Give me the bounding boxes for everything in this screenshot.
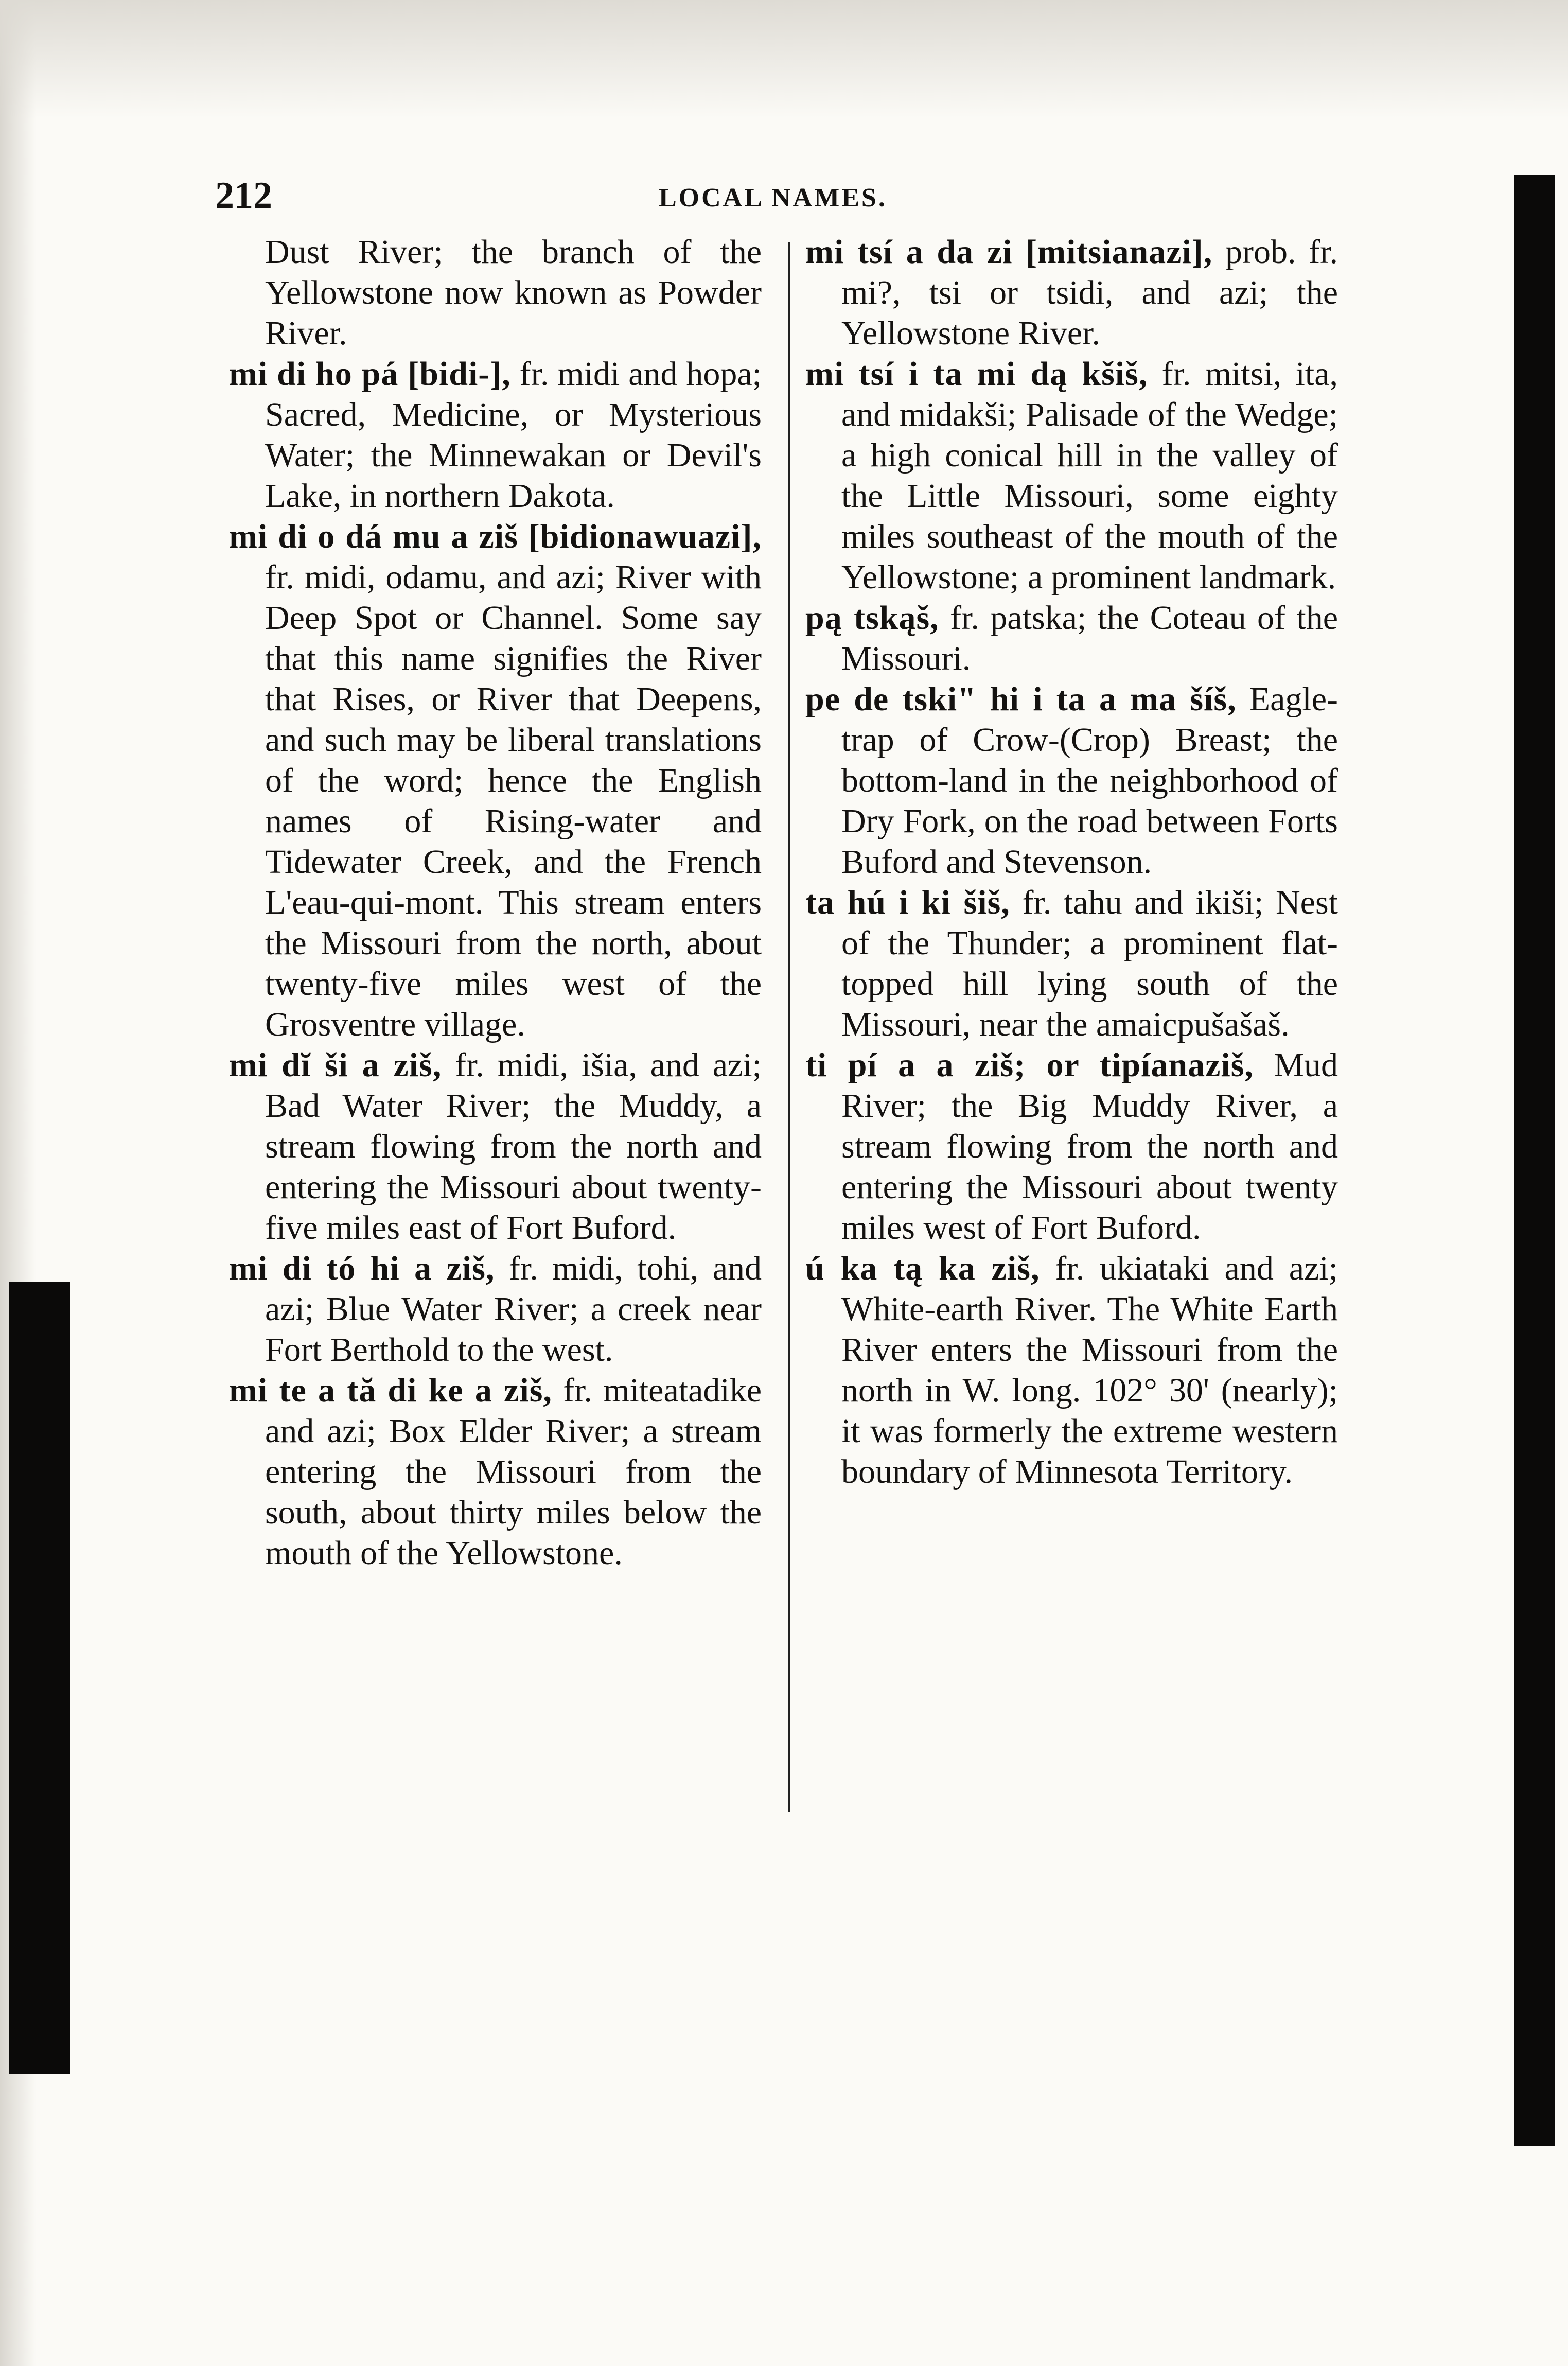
entry-body: fr. midi, odamu, and azi; River with Deep Spot or Channel. Some say that this name signifies the River that Rises, or River that Deepens, and such may be liberal translations of the word; hence the English names of Rising-water and Tidewater Creek, and the French L'eau-qui-mont. This stream enters the Missouri from the north, about twenty-five miles west of the Grosventre village. [265, 558, 762, 1043]
entry-headword: mi di ho pá [bidi-], [229, 355, 511, 393]
entry-body: fr. mitsi, ita, and midakši; Palisade of the Wedge; a high conical hill in the valley of the Little Missouri, some eighty miles southeast of the mouth of the Yellowstone; a prominent landmark. [841, 355, 1338, 596]
entry-headword: mi di tó hi a ziš, [229, 1250, 495, 1287]
entry-body: fr. midi, tohi, and azi; Blue Water River; a creek near Fort Berthold to the west. [265, 1250, 762, 1369]
column-divider [788, 242, 790, 1812]
entry-body: prob. fr. mi?, tsi or tsidi, and azi; the Yellowstone River. [841, 233, 1338, 352]
entry-headword: mi tsí i ta mi dą kšiš, [805, 355, 1148, 393]
dictionary-entry [805, 354, 1338, 598]
page-header [0, 165, 1568, 226]
dictionary-entry [229, 232, 762, 354]
scan-edge-right [1514, 175, 1555, 2146]
entry-headword: pą tskąš, [805, 599, 939, 637]
dictionary-entry [805, 1248, 1338, 1492]
dictionary-entry [805, 1045, 1338, 1248]
entry-body: fr. miteatadike and azi; Box Elder River; a stream entering the Missouri from the south, about thirty miles below the mouth of the Yellowstone. [265, 1372, 762, 1572]
entry-body: fr. midi and hopa; Sacred, Medicine, or Mysterious Water; the Minnewakan or Devil's Lake, in northern Dakota. [265, 355, 762, 515]
running-head: LOCAL NAMES. [659, 183, 887, 213]
left-column [229, 232, 762, 1573]
entry-body: fr. patska; the Coteau of the Missouri. [841, 599, 1338, 677]
entry-body: Eagle-trap of Crow-(Crop) Breast; the bottom-land in the neighborhood of Dry Fork, on the road between Forts Buford and Stevenson. [841, 680, 1338, 881]
scan-edge-left [9, 1282, 70, 2074]
entry-headword: mi te a tă di ke a ziš, [229, 1372, 552, 1409]
dictionary-entry [805, 598, 1338, 679]
entry-headword: mi dĭ ši a ziš, [229, 1046, 442, 1084]
entry-body: fr. midi, išia, and azi; Bad Water River; the Muddy, a stream flowing from the north and entering the Missouri about twenty-five miles east of Fort Buford. [265, 1046, 762, 1247]
dictionary-entry [229, 354, 762, 516]
dictionary-entry [229, 1370, 762, 1573]
entry-headword: pe de tski" hi i ta a ma šíš, [805, 680, 1237, 718]
page-shadow-top [0, 0, 1568, 118]
entry-headword: mi di o dá mu a ziš [bidionawuazi], [229, 518, 762, 555]
dictionary-entry [229, 516, 762, 1045]
dictionary-entry [805, 679, 1338, 882]
right-column [805, 232, 1338, 1492]
entry-headword: ú ka tą ka ziš, [805, 1250, 1040, 1287]
dictionary-entry [229, 1248, 762, 1370]
page-number: 212 [215, 174, 272, 217]
entry-headword: ti pí a a ziš; or tipíanaziš, [805, 1046, 1254, 1084]
dictionary-entry [805, 882, 1338, 1045]
entry-headword: mi tsí a da zi [mitsianazi], [805, 233, 1213, 271]
dictionary-entry [805, 232, 1338, 354]
entry-headword: ta hú i ki šiš, [805, 884, 1010, 921]
entry-body: Mud River; the Big Muddy River, a stream flowing from the north and entering the Missouri about twenty miles west of Fort Buford. [841, 1046, 1338, 1247]
dictionary-entry [229, 1045, 762, 1248]
entry-body: Dust River; the branch of the Yellowstone now known as Powder River. [265, 233, 762, 352]
entry-body: fr. tahu and ikiši; Nest of the Thunder; a prominent flat-topped hill lying south of the Missouri, near the amaicpušašaš. [841, 884, 1338, 1043]
entry-body: fr. ukiataki and azi; White-earth River. The White Earth River enters the Missouri from the north in W. long. 102° 30' (nearly); it was formerly the extreme western boundary of Minnesota Territory. [841, 1250, 1338, 1491]
